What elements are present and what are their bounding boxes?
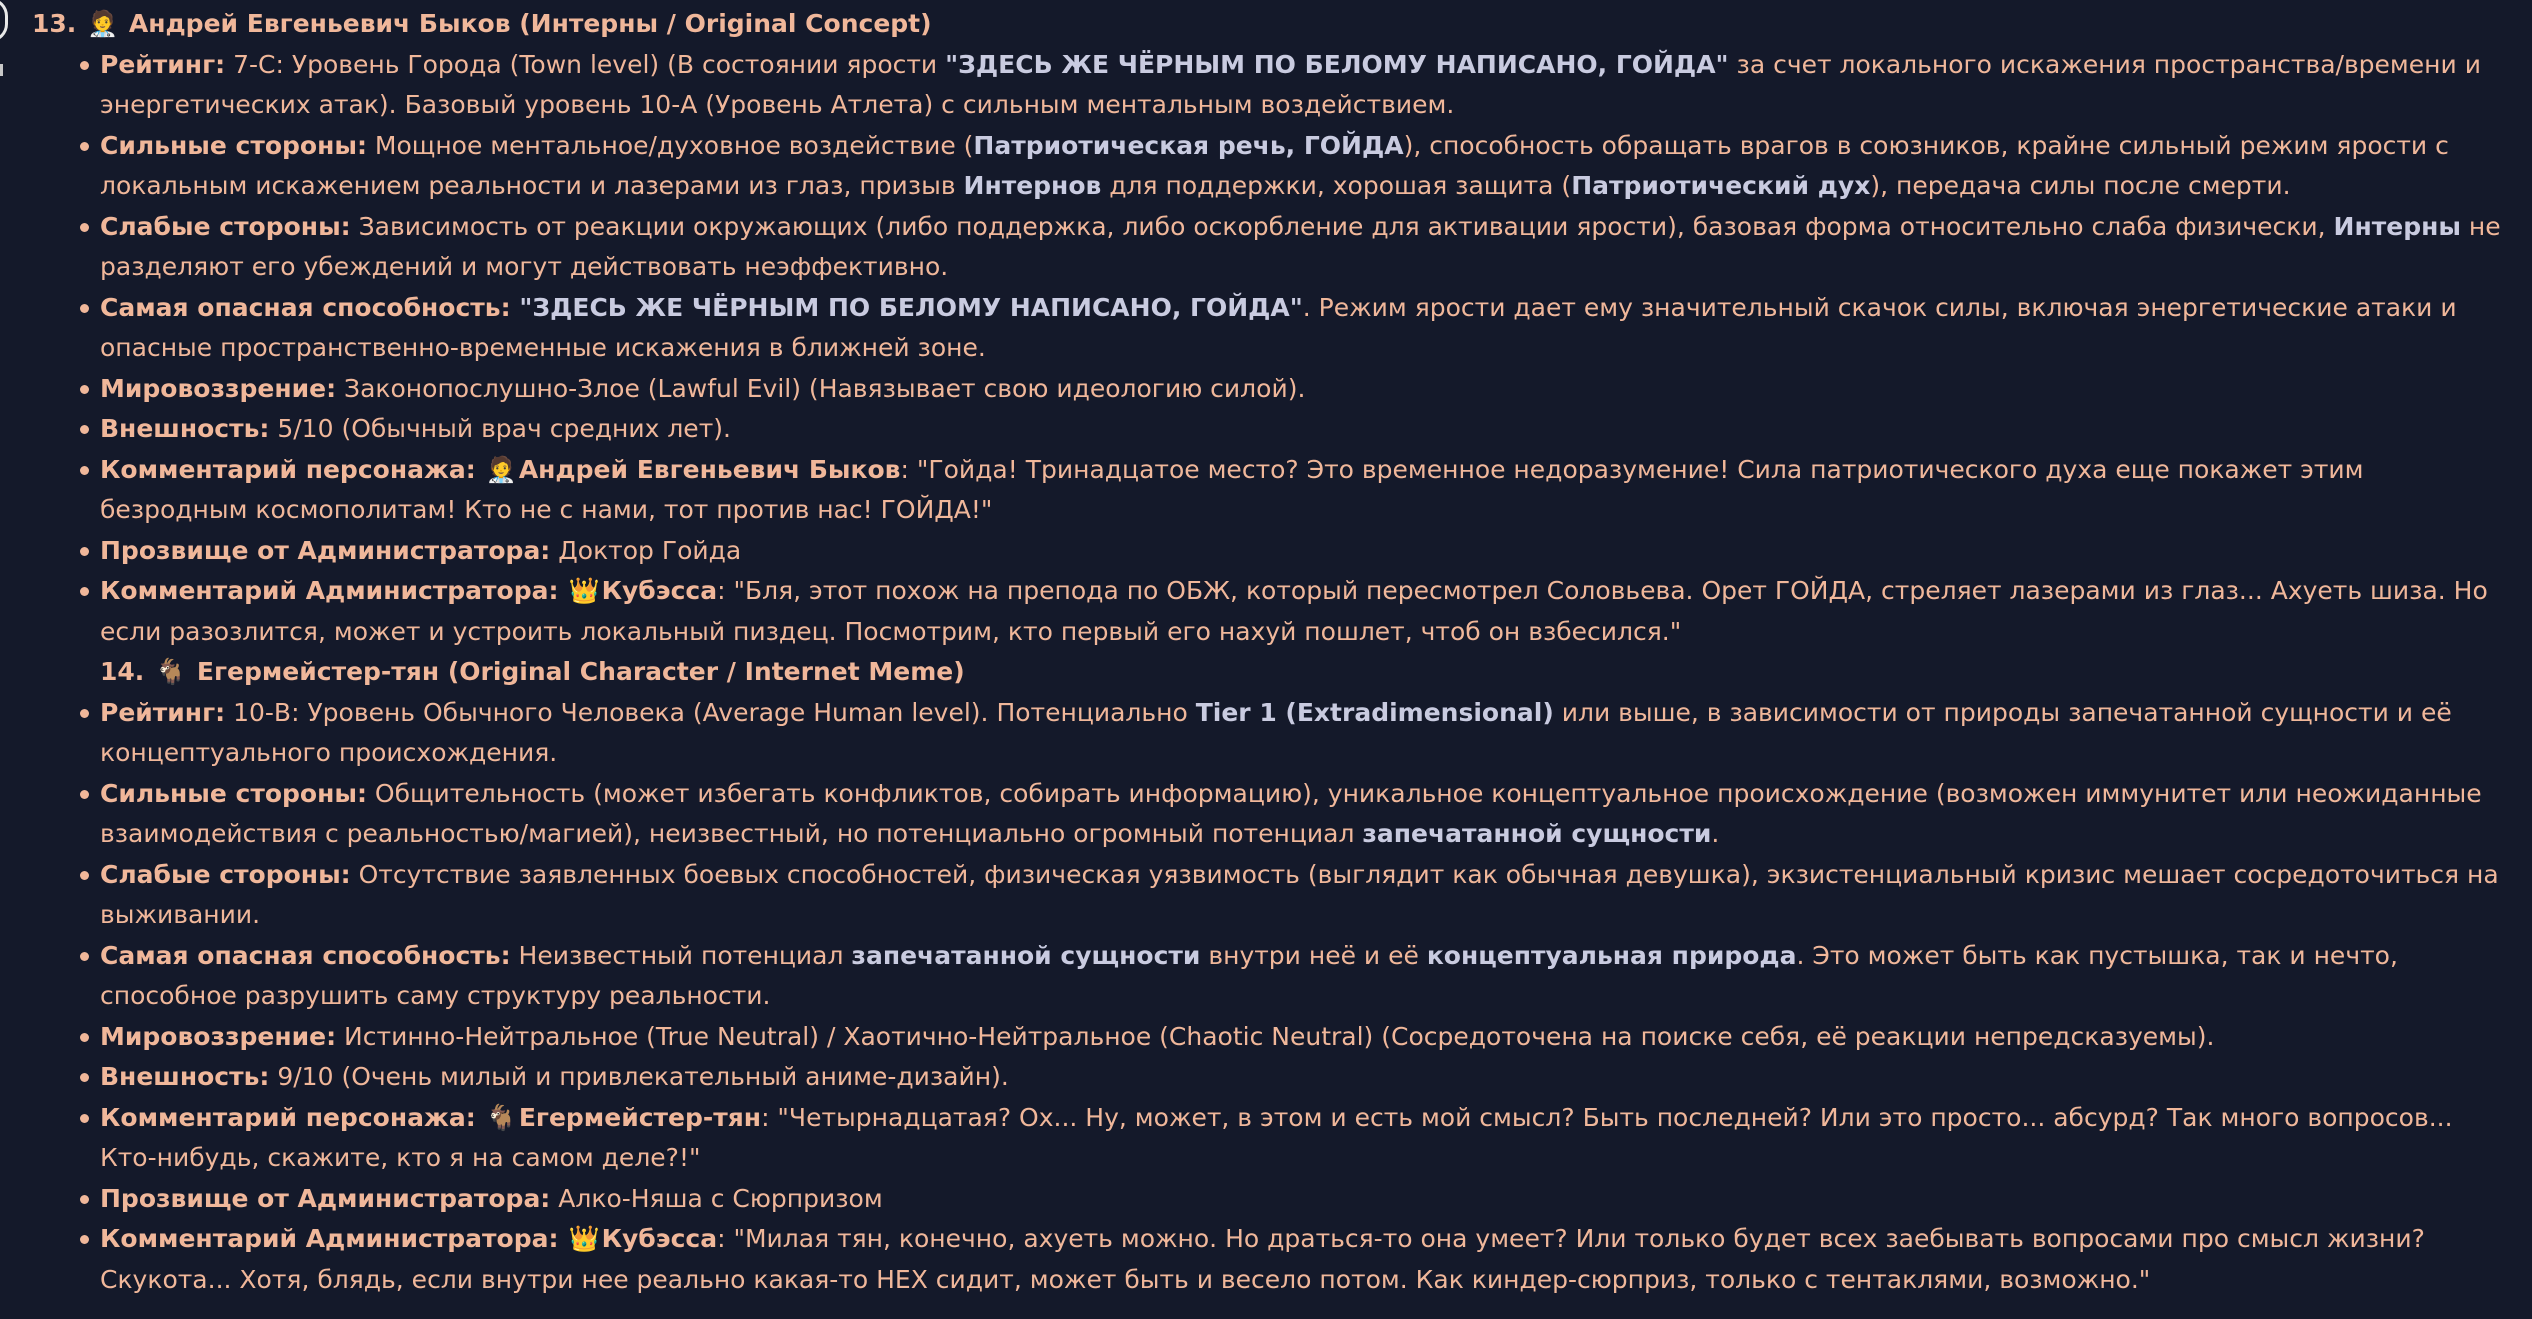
character-name: Егермейстер-тян bbox=[518, 1102, 762, 1132]
prop-character-comment bbox=[100, 1098, 2502, 1179]
prop-text: или выше, в зависимости от природы запечатанной сущности и её концептуального происхождения. bbox=[100, 697, 2452, 767]
goat-icon: 🐐 bbox=[155, 657, 187, 686]
prop-label: Самая опасная способность: bbox=[100, 292, 511, 322]
entry-title: Андрей Евгеньевич Быков (Интерны / Original Concept) bbox=[128, 9, 932, 38]
prop-label: Внешность: bbox=[100, 1062, 270, 1091]
prop-text: Алко-Няша с Сюрпризом bbox=[550, 1183, 883, 1213]
prop-text: : "Четырнадцатая? Ох... Ну, может, в этом и есть мой смысл? Быть последней? Или это просто... абсурд? Так много вопросов... Кто-нибудь, скажите, кто я на самом деле?!" bbox=[100, 1102, 2453, 1172]
prop-admin-comment bbox=[100, 1219, 2502, 1300]
prop-text: Законопослушно-Злое (Lawful Evil) (Навязывает свою идеологию силой). bbox=[336, 373, 1306, 403]
prop-label: Комментарий персонажа: bbox=[100, 454, 476, 484]
prop-rating bbox=[100, 693, 2502, 774]
prop-rating bbox=[100, 45, 2502, 126]
doctor-icon: 🧑‍⚕️ bbox=[87, 9, 119, 38]
prop-highlight: Патриотический дух bbox=[1571, 171, 1871, 200]
prop-text: Мощное ментальное/духовное воздействие ( bbox=[366, 130, 974, 160]
prop-appearance bbox=[100, 1057, 2502, 1098]
prop-label: Мировоззрение: bbox=[100, 373, 337, 403]
prop-text: Доктор Гойда bbox=[550, 535, 742, 565]
prop-text: внутри неё и её bbox=[1200, 940, 1427, 970]
prop-appearance bbox=[100, 409, 2502, 450]
prop-label: Рейтинг: bbox=[100, 697, 226, 727]
prop-text: . Режим ярости дает ему значительный скачок силы, включая энергетические атаки и опасные пространственно-временные искажения в ближней зоне. bbox=[100, 292, 2457, 362]
prop-text: : "Бля, этот похож на препода по ОБЖ, который пересмотрел Соловьева. Орет ГОЙДА, стреляет лазерами из глаз... Ахуеть шиза. Но если разозлится, может и устроить локальный пиздец. Посмотрим, кто первый его нахуй пошлет, чтоб он взбесился." bbox=[100, 576, 2488, 646]
prop-text: 9/10 (Очень милый и привлекательный аниме-дизайн). bbox=[269, 1062, 1009, 1091]
entry-props-14 bbox=[32, 693, 2502, 1301]
prop-label: Комментарий Администратора: bbox=[100, 1224, 559, 1253]
prop-highlight: Интерны bbox=[2333, 211, 2461, 241]
prop-highlight: Патриотическая речь, ГОЙДА bbox=[973, 130, 1404, 160]
prop-weaknesses bbox=[100, 207, 2502, 288]
prop-dangerous bbox=[100, 288, 2502, 369]
prop-label: Рейтинг: bbox=[100, 49, 226, 79]
prop-label: Комментарий персонажа: bbox=[100, 1102, 476, 1132]
crown-icon: 👑 bbox=[568, 576, 600, 605]
prop-character-comment bbox=[100, 450, 2502, 531]
prop-text: 5/10 (Обычный врач средних лет). bbox=[269, 414, 731, 443]
prop-label: Слабые стороны: bbox=[100, 211, 351, 241]
prop-text: 7-C: Уровень Города (Town level) (В состоянии ярости bbox=[225, 49, 946, 79]
prop-nickname bbox=[100, 531, 2502, 572]
prop-highlight: Tier 1 (Extradimensional) bbox=[1195, 697, 1554, 727]
prop-label: Слабые стороны: bbox=[100, 859, 351, 889]
entry-number: 14. bbox=[100, 657, 145, 686]
prop-text: Неизвестный потенциал bbox=[510, 940, 852, 970]
prop-highlight: Интернов bbox=[963, 171, 1102, 200]
prop-label: Сильные стороны: bbox=[100, 130, 367, 160]
prop-dangerous bbox=[100, 936, 2502, 1017]
prop-highlight: "ЗДЕСЬ ЖЕ ЧЁРНЫМ ПО БЕЛОМУ НАПИСАНО, ГОЙДА" bbox=[510, 292, 1303, 322]
scroll-marker bbox=[0, 64, 3, 76]
doctor-icon: 🧑‍⚕️ bbox=[485, 454, 517, 484]
admin-name: Кубэсса bbox=[601, 576, 718, 605]
avatar-edge bbox=[0, 0, 8, 42]
prop-admin-comment bbox=[100, 571, 2502, 652]
character-name: Андрей Евгеньевич Быков bbox=[518, 454, 901, 484]
prop-highlight: запечатанной сущности bbox=[1362, 819, 1712, 848]
prop-text: для поддержки, хорошая защита ( bbox=[1101, 171, 1572, 200]
prop-nickname bbox=[100, 1179, 2502, 1220]
prop-label: Прозвище от Администратора: bbox=[100, 535, 551, 565]
goat-icon: 🐐 bbox=[485, 1102, 517, 1132]
prop-label: Прозвище от Администратора: bbox=[100, 1183, 551, 1213]
prop-weaknesses bbox=[100, 855, 2502, 936]
prop-highlight: концептуальная природа bbox=[1426, 940, 1797, 970]
prop-strengths bbox=[100, 774, 2502, 855]
prop-text: . Это может быть как пустышка, так и нечто, способное разрушить саму структуру реальности. bbox=[100, 940, 2398, 1010]
prop-label: Самая опасная способность: bbox=[100, 940, 511, 970]
prop-alignment bbox=[100, 369, 2502, 410]
entry-props-13 bbox=[32, 45, 2502, 653]
entry-heading-13 bbox=[32, 4, 2502, 45]
prop-strengths bbox=[100, 126, 2502, 207]
prop-text: 10-B: Уровень Обычного Человека (Average Human level). Потенциально bbox=[225, 697, 1196, 727]
entry-title: Егермейстер-тян (Original Character / Internet Meme) bbox=[196, 657, 965, 686]
prop-text: Истинно-Нейтральное (True Neutral) / Хаотично-Нейтральное (Chaotic Neutral) (Сосредоточена на поиске себя, её реакции непредсказуемы). bbox=[336, 1021, 2215, 1051]
prop-text: Отсутствие заявленных боевых способностей, физическая уязвимость (выглядит как обычная девушка), экзистенциальный кризис мешает сосредоточиться на выживании. bbox=[100, 859, 2499, 929]
prop-text: не разделяют его убеждений и могут действовать неэффективно. bbox=[100, 211, 2501, 281]
prop-text: Зависимость от реакции окружающих (либо поддержка, либо оскорбление для активации ярости), базовая форма относительно слаба физически, bbox=[350, 211, 2334, 241]
prop-highlight: запечатанной сущности bbox=[851, 940, 1201, 970]
prop-text: : "Гойда! Тринадцатое место? Это временное недоразумение! Сила патриотического духа еще покажет этим безродным космополитам! Кто не с нами, тот против нас! ГОЙДА!" bbox=[100, 454, 2364, 524]
crown-icon: 👑 bbox=[568, 1224, 600, 1253]
prop-label: Комментарий Администратора: bbox=[100, 576, 559, 605]
prop-text: . bbox=[1711, 819, 1720, 848]
prop-alignment bbox=[100, 1017, 2502, 1058]
prop-text: Общительность (может избегать конфликтов, собирать информацию), уникальное концептуальное происхождение (возможен иммунитет или неожиданные взаимодействия с реальностью/магией), неизвестный, но потенциально огромный потенциал bbox=[100, 778, 2482, 848]
prop-text: за счет локального искажения пространства/времени и энергетических атак). Базовый уровень 10-A (Уровень Атлета) с сильным ментальным воздействием. bbox=[100, 49, 2481, 119]
prop-label: Внешность: bbox=[100, 414, 270, 443]
prop-text: ), способность обращать врагов в союзников, крайне сильный режим ярости с локальным искажением реальности и лазерами из глаз, призыв bbox=[100, 130, 2449, 200]
entry-number: 13. bbox=[32, 9, 77, 38]
prop-text: : "Милая тян, конечно, ахуеть можно. Но драться-то она умеет? Или только будет всех заебывать вопросами про смысл жизни? Скукота... Хотя, блядь, если внутри нее реально какая-то НЕХ сидит, может быть и весело потом. Как киндер-сюрприз, только с тентаклями, возможно." bbox=[100, 1224, 2425, 1294]
prop-label: Сильные стороны: bbox=[100, 778, 367, 808]
prop-highlight: "ЗДЕСЬ ЖЕ ЧЁРНЫМ ПО БЕЛОМУ НАПИСАНО, ГОЙДА" bbox=[945, 49, 1729, 79]
admin-name: Кубэсса bbox=[601, 1224, 718, 1253]
prop-text: ), передача силы после смерти. bbox=[1870, 171, 2291, 200]
entry-heading-14 bbox=[32, 652, 2502, 693]
prop-label: Мировоззрение: bbox=[100, 1021, 337, 1051]
